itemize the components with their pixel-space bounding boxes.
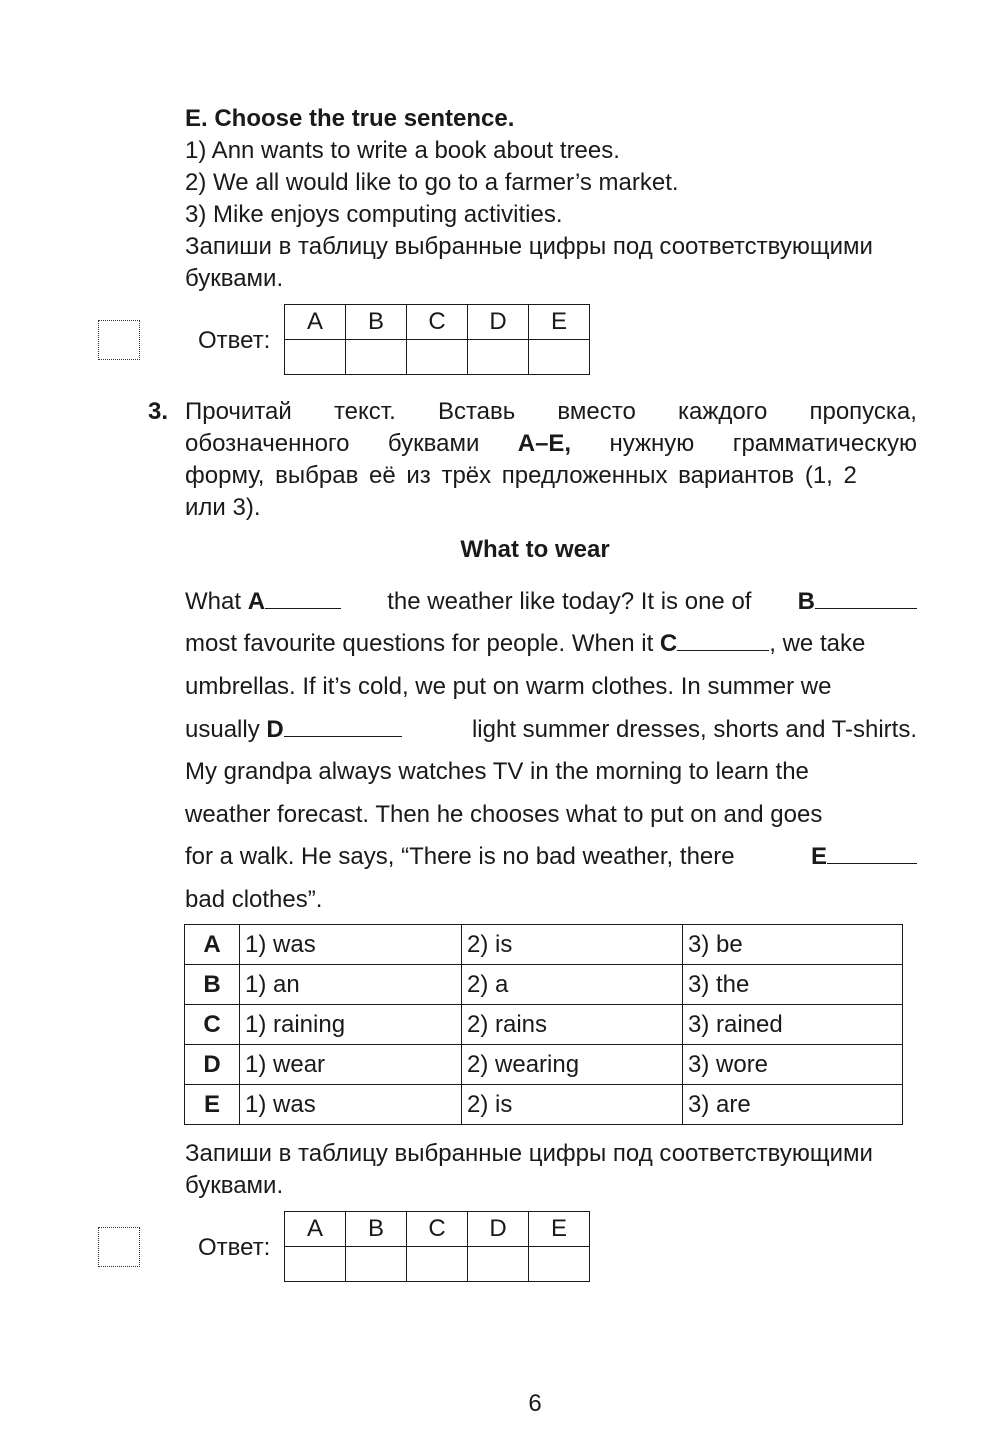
option-cell: 3) wore xyxy=(683,1045,903,1085)
score-box[interactable] xyxy=(98,1227,140,1267)
text-fragment: usually xyxy=(185,716,260,743)
option-cell: 1) was xyxy=(240,925,462,965)
table-row xyxy=(185,1085,903,1125)
option-cell: 1) wear xyxy=(240,1045,462,1085)
text-line-8: bad clothes”. xyxy=(185,886,323,913)
answer-header-a: A xyxy=(285,1212,346,1247)
answer-cell-b[interactable] xyxy=(346,1247,407,1282)
task-word: нужную xyxy=(609,430,695,457)
option-cell: 2) wearing xyxy=(462,1045,683,1085)
text-title: What to wear xyxy=(460,536,610,563)
option-cell: 1) an xyxy=(240,965,462,1005)
gap-label-b: B xyxy=(797,588,815,615)
text-fragment: light summer dresses, shorts and T-shirts. xyxy=(471,716,917,743)
answer-table xyxy=(284,1211,590,1282)
instruction2-line-1: Запиши в таблицу выбранные цифры под соответствующими xyxy=(185,1140,873,1167)
gap-a[interactable] xyxy=(265,586,341,609)
option-cell: 3) are xyxy=(683,1085,903,1125)
text-fragment: the weather like today? It is one of xyxy=(387,588,752,615)
answer-table xyxy=(284,304,590,375)
gap-label-d: D xyxy=(266,716,284,743)
page-number: 6 xyxy=(528,1390,542,1417)
row-letter: D xyxy=(185,1045,240,1085)
text-line-7 xyxy=(185,841,917,873)
text-line-1 xyxy=(185,586,917,618)
section-e-heading: E. Choose the true sentence. xyxy=(185,105,515,132)
text-fragment: umbrellas. If it’s cold, we put on warm clothes. In summer we xyxy=(185,673,832,700)
task-word: вместо xyxy=(557,398,636,425)
answer-header-c: C xyxy=(407,305,468,340)
task-word: текст. xyxy=(333,398,396,425)
task-word: A–E, xyxy=(517,430,572,457)
table-row xyxy=(185,925,903,965)
text-fragment: for a walk. He says, “There is no bad weather, there xyxy=(185,843,735,870)
gap-label-e: E xyxy=(810,843,827,870)
answer-cell-d[interactable] xyxy=(468,1247,529,1282)
task-word: буквами xyxy=(387,430,480,457)
text-line-3 xyxy=(185,671,917,703)
answer-cell-a[interactable] xyxy=(285,340,346,375)
option-cell: 2) rains xyxy=(462,1005,683,1045)
answer-label: Ответ: xyxy=(198,327,271,354)
instruction-line-2: буквами. xyxy=(185,265,284,292)
text-fragment: weather forecast. Then he chooses what to put on and goes xyxy=(185,801,823,828)
task-line-1 xyxy=(185,396,917,428)
instruction2-line-2: буквами. xyxy=(185,1172,284,1199)
option-cell: 2) is xyxy=(462,1085,683,1125)
option-cell: 2) a xyxy=(462,965,683,1005)
gap-label-a: A xyxy=(247,588,266,615)
text-fragment: What xyxy=(185,588,242,615)
option-1: 1) Ann wants to write a book about trees. xyxy=(185,137,620,164)
row-letter: B xyxy=(185,965,240,1005)
task-line-4: или 3). xyxy=(185,494,261,521)
option-cell: 3) the xyxy=(683,965,903,1005)
task-word: пропуска, xyxy=(809,398,917,425)
task-word: обозначенного xyxy=(185,430,350,457)
option-cell: 2) is xyxy=(462,925,683,965)
text-line-4 xyxy=(185,714,917,746)
answer-cell-a[interactable] xyxy=(285,1247,346,1282)
task-word: Вставь xyxy=(437,398,516,425)
task-word: каждого xyxy=(677,398,768,425)
option-cell: 3) rained xyxy=(683,1005,903,1045)
table-row xyxy=(185,965,903,1005)
answer-cell-e[interactable] xyxy=(529,1247,590,1282)
table-row xyxy=(185,1005,903,1045)
task-number: 3. xyxy=(148,398,169,425)
gap-e[interactable] xyxy=(827,841,917,864)
option-3: 3) Mike enjoys computing activities. xyxy=(185,201,563,228)
task-line-3: форму, выбрав её из трёх предложенных вариантов (1, 2 xyxy=(185,462,857,489)
answer-header-c: C xyxy=(407,1212,468,1247)
answer-header-d: D xyxy=(468,305,529,340)
answer-header-a: A xyxy=(285,305,346,340)
text-line-2 xyxy=(185,628,917,660)
text-fragment: , we take xyxy=(769,630,866,657)
answer-header-b: B xyxy=(346,1212,407,1247)
options-table xyxy=(184,924,903,1125)
task-line-2 xyxy=(185,428,917,460)
table-row xyxy=(185,1045,903,1085)
answer-header-d: D xyxy=(468,1212,529,1247)
gap-c[interactable] xyxy=(677,628,769,651)
row-letter: C xyxy=(185,1005,240,1045)
answer-cell-c[interactable] xyxy=(407,340,468,375)
answer-header-b: B xyxy=(346,305,407,340)
option-cell: 3) be xyxy=(683,925,903,965)
answer-cell-c[interactable] xyxy=(407,1247,468,1282)
option-cell: 1) was xyxy=(240,1085,462,1125)
option-2: 2) We all would like to go to a farmer’s market. xyxy=(185,169,679,196)
row-letter: A xyxy=(185,925,240,965)
answer-label: Ответ: xyxy=(198,1234,271,1261)
text-fragment: most favourite questions for people. When it xyxy=(185,630,654,657)
answer-header-e: E xyxy=(529,305,590,340)
gap-label-c: C xyxy=(659,630,678,657)
row-letter: E xyxy=(185,1085,240,1125)
task-word: грамматическую xyxy=(732,430,917,457)
answer-cell-e[interactable] xyxy=(529,340,590,375)
text-fragment: My grandpa always watches TV in the morning to learn the xyxy=(185,758,809,785)
option-cell: 1) raining xyxy=(240,1005,462,1045)
score-box[interactable] xyxy=(98,320,140,360)
answer-cell-d[interactable] xyxy=(468,340,529,375)
answer-cell-b[interactable] xyxy=(346,340,407,375)
text-line-5 xyxy=(185,756,917,788)
answer-header-e: E xyxy=(529,1212,590,1247)
instruction-line-1: Запиши в таблицу выбранные цифры под соответствующими xyxy=(185,233,873,260)
gap-b[interactable] xyxy=(815,586,917,609)
task-word: Прочитай xyxy=(185,398,292,425)
gap-d[interactable] xyxy=(284,714,402,737)
text-line-6 xyxy=(185,799,917,831)
